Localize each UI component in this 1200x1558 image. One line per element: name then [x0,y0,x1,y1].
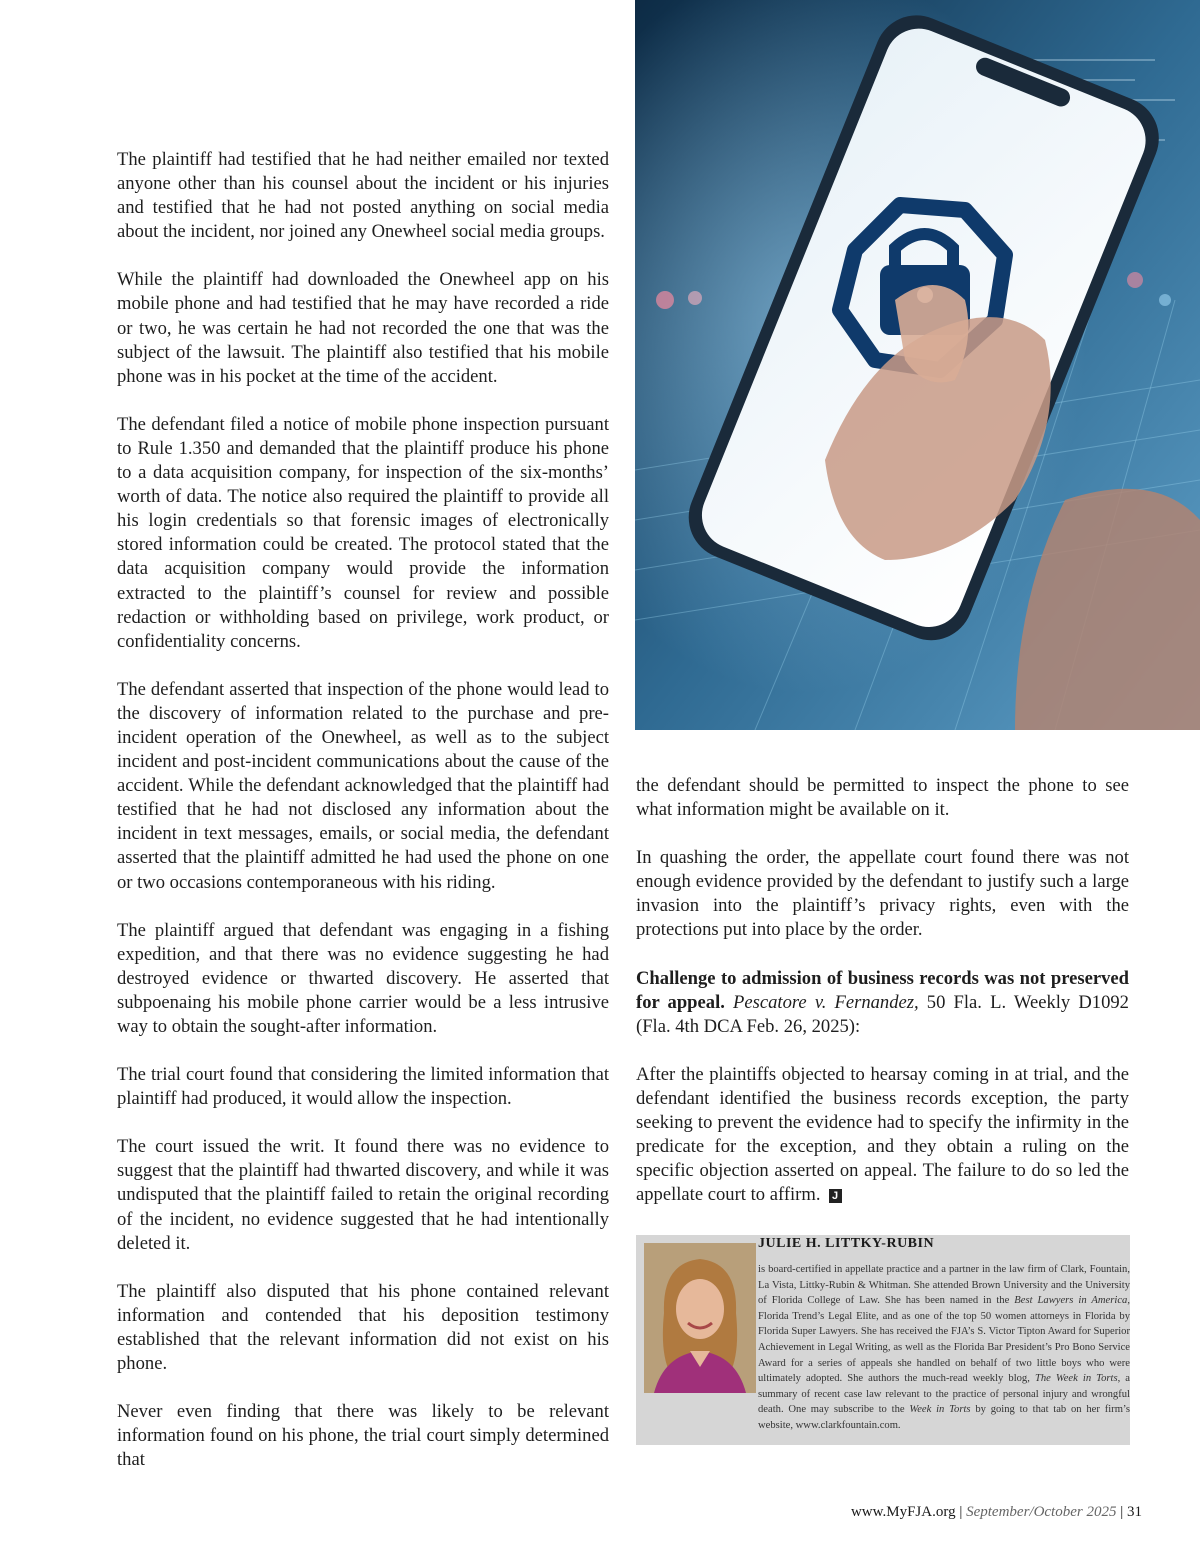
bio-text-segment: is board-certified in appellate practice and a partner in the law firm of Clark, Fountain, La Vista, Littky-Rubin & Whitman. She attended Brown University and the University of Florida College of Law. She has been named in the [758,1264,1130,1307]
left-column [117,148,609,1496]
paragraph: The plaintiff argued that defendant was engaging in a fishing expedition, and that there was no evidence suggesting he had destroyed evidence or thwarted discovery. He asserted that subpoenaing his mobile phone carrier would be a less intrusive way to obtain the sought-after information. [117,919,609,1037]
paragraph: The court issued the writ. It found there was no evidence to suggest that the plaintiff had thwarted discovery, and while it was undisputed that the plaintiff failed to retain the original recording of the incident, no evidence suggested that he had intentionally deleted it. [117,1136,609,1254]
bio-text-segment: , Florida Trend’s Legal Elite, and as one of the top 50 women attorneys in Florida by Florida Super Lawyers. She has received the FJA’s S. Victor Tipton Award for Superior Achievement in Legal Writing, as well as the Florida Bar President’s Pro Bono Service Award for a series of appeals she handled on behalf of two little boys who were ultimately adopted. She authors the much-read weekly blog, [758,1295,1130,1385]
case-name: Pescatore v. Fernandez, [733,991,919,1013]
footer-separator: | [1120,1504,1124,1520]
paragraph: The plaintiff also disputed that his phone contained relevant information and contended that his deposition testimony established that the relevant information did not exist on his phone. [117,1280,609,1375]
footer-site-link[interactable]: www.MyFJA.org [850,1504,956,1520]
case-subhead: Challenge to admission of business records was not preserved for appeal. [636,967,1129,1013]
hero-image [635,0,1200,730]
paragraph: The trial court found that considering the limited information that plaintiff had produced, it would allow the inspection. [117,1064,609,1110]
bio-text-segment: by going to that tab on her firm’s website, www.clarkfountain.com. [758,1404,1130,1431]
author-photo [644,1243,756,1393]
paragraph: The plaintiff had testified that he had neither emailed nor texted anyone other than his counsel about the incident or his injuries and testified that he had not posted anything on social media about the incident, nor joined any Onewheel social media groups. [117,149,609,243]
final-paragraph-text: After the plaintiffs objected to hearsay coming in at trial, and the defendant identified the business records exception, the party seeking to prevent the evidence had to specify the infirmity in the predicate for the exception, and they obtain a ruling on the specific objection asserted on appeal. The failure to do so led the appellate court to affirm. [636,1063,1129,1206]
page-footer [851,1504,1142,1521]
bio-italic-segment: Week in Torts [909,1404,971,1416]
paragraph: Never even finding that there was likely to be relevant information found on his phone, the trial court simply determined that [117,1401,609,1471]
footer-separator: | [959,1504,963,1520]
phone-security-illustration [635,0,1200,730]
page-number: 31 [1127,1504,1142,1520]
case-heading-paragraph [636,967,1129,1039]
bio-italic-segment: Best Lawyers in America [1014,1295,1128,1307]
case-citation: 50 Fla. L. Weekly D1092 (Fla. 4th DCA Feb. 26, 2025): [636,991,1129,1037]
paragraph: the defendant should be permitted to inspect the phone to see what information might be available on it. [636,775,1129,821]
paragraph: In quashing the order, the appellate court found there was not enough evidence provided by the defendant to justify such a large invasion into the plaintiff’s privacy rights, even with the protections put into place by the order. [636,847,1129,941]
end-mark-icon: J [829,1189,842,1203]
paragraph: The defendant asserted that inspection of the phone would lead to the discovery of information related to the purchase and pre-incident operation of the Onewheel, as well as to the subject incident and post-incident communications about the cause of the accident. While the defendant acknowledged that the plaintiff had testified that he had not disclosed any information about the incident in text messages, emails, or social media, the defendant asserted that the plaintiff admitted he had used the phone on one or two occasions contemporaneous with his riding. [117,678,609,893]
footer-issue: September/October 2025 [966,1504,1117,1520]
bio-italic-segment: The Week in Torts [1034,1373,1118,1385]
paragraph: While the plaintiff had downloaded the Onewheel app on his mobile phone and had testified that he may have recorded a ride or two, he was certain he had not recorded the one that was the subject of the lawsuit. The plaintiff also testified that his mobile phone was in his pocket at the time of the accident. [117,269,609,387]
author-name: JULIE H. LITTKY-RUBIN [758,1236,935,1251]
paragraph: The defendant filed a notice of mobile phone inspection pursuant to Rule 1.350 and demanded that the plaintiff produce his phone to a data acquisition company, for inspection of the six-months’ worth of data. The notice also required the plaintiff to provide all his login credentials so that forensic images of electronically stored information could be created. The protocol stated that the data acquisition company would provide the information extracted to the plaintiff’s counsel for review and possible redaction or withholding based on privilege, work product, or confidentiality concerns. [117,413,609,652]
right-column [636,774,1129,1231]
bio-text-segment: , a summary of recent case law relevant to the practice of personal injury and wrongful death. One may subscribe to the [758,1373,1130,1416]
paragraph [636,1063,1129,1208]
author-bio-text [758,1262,1130,1434]
